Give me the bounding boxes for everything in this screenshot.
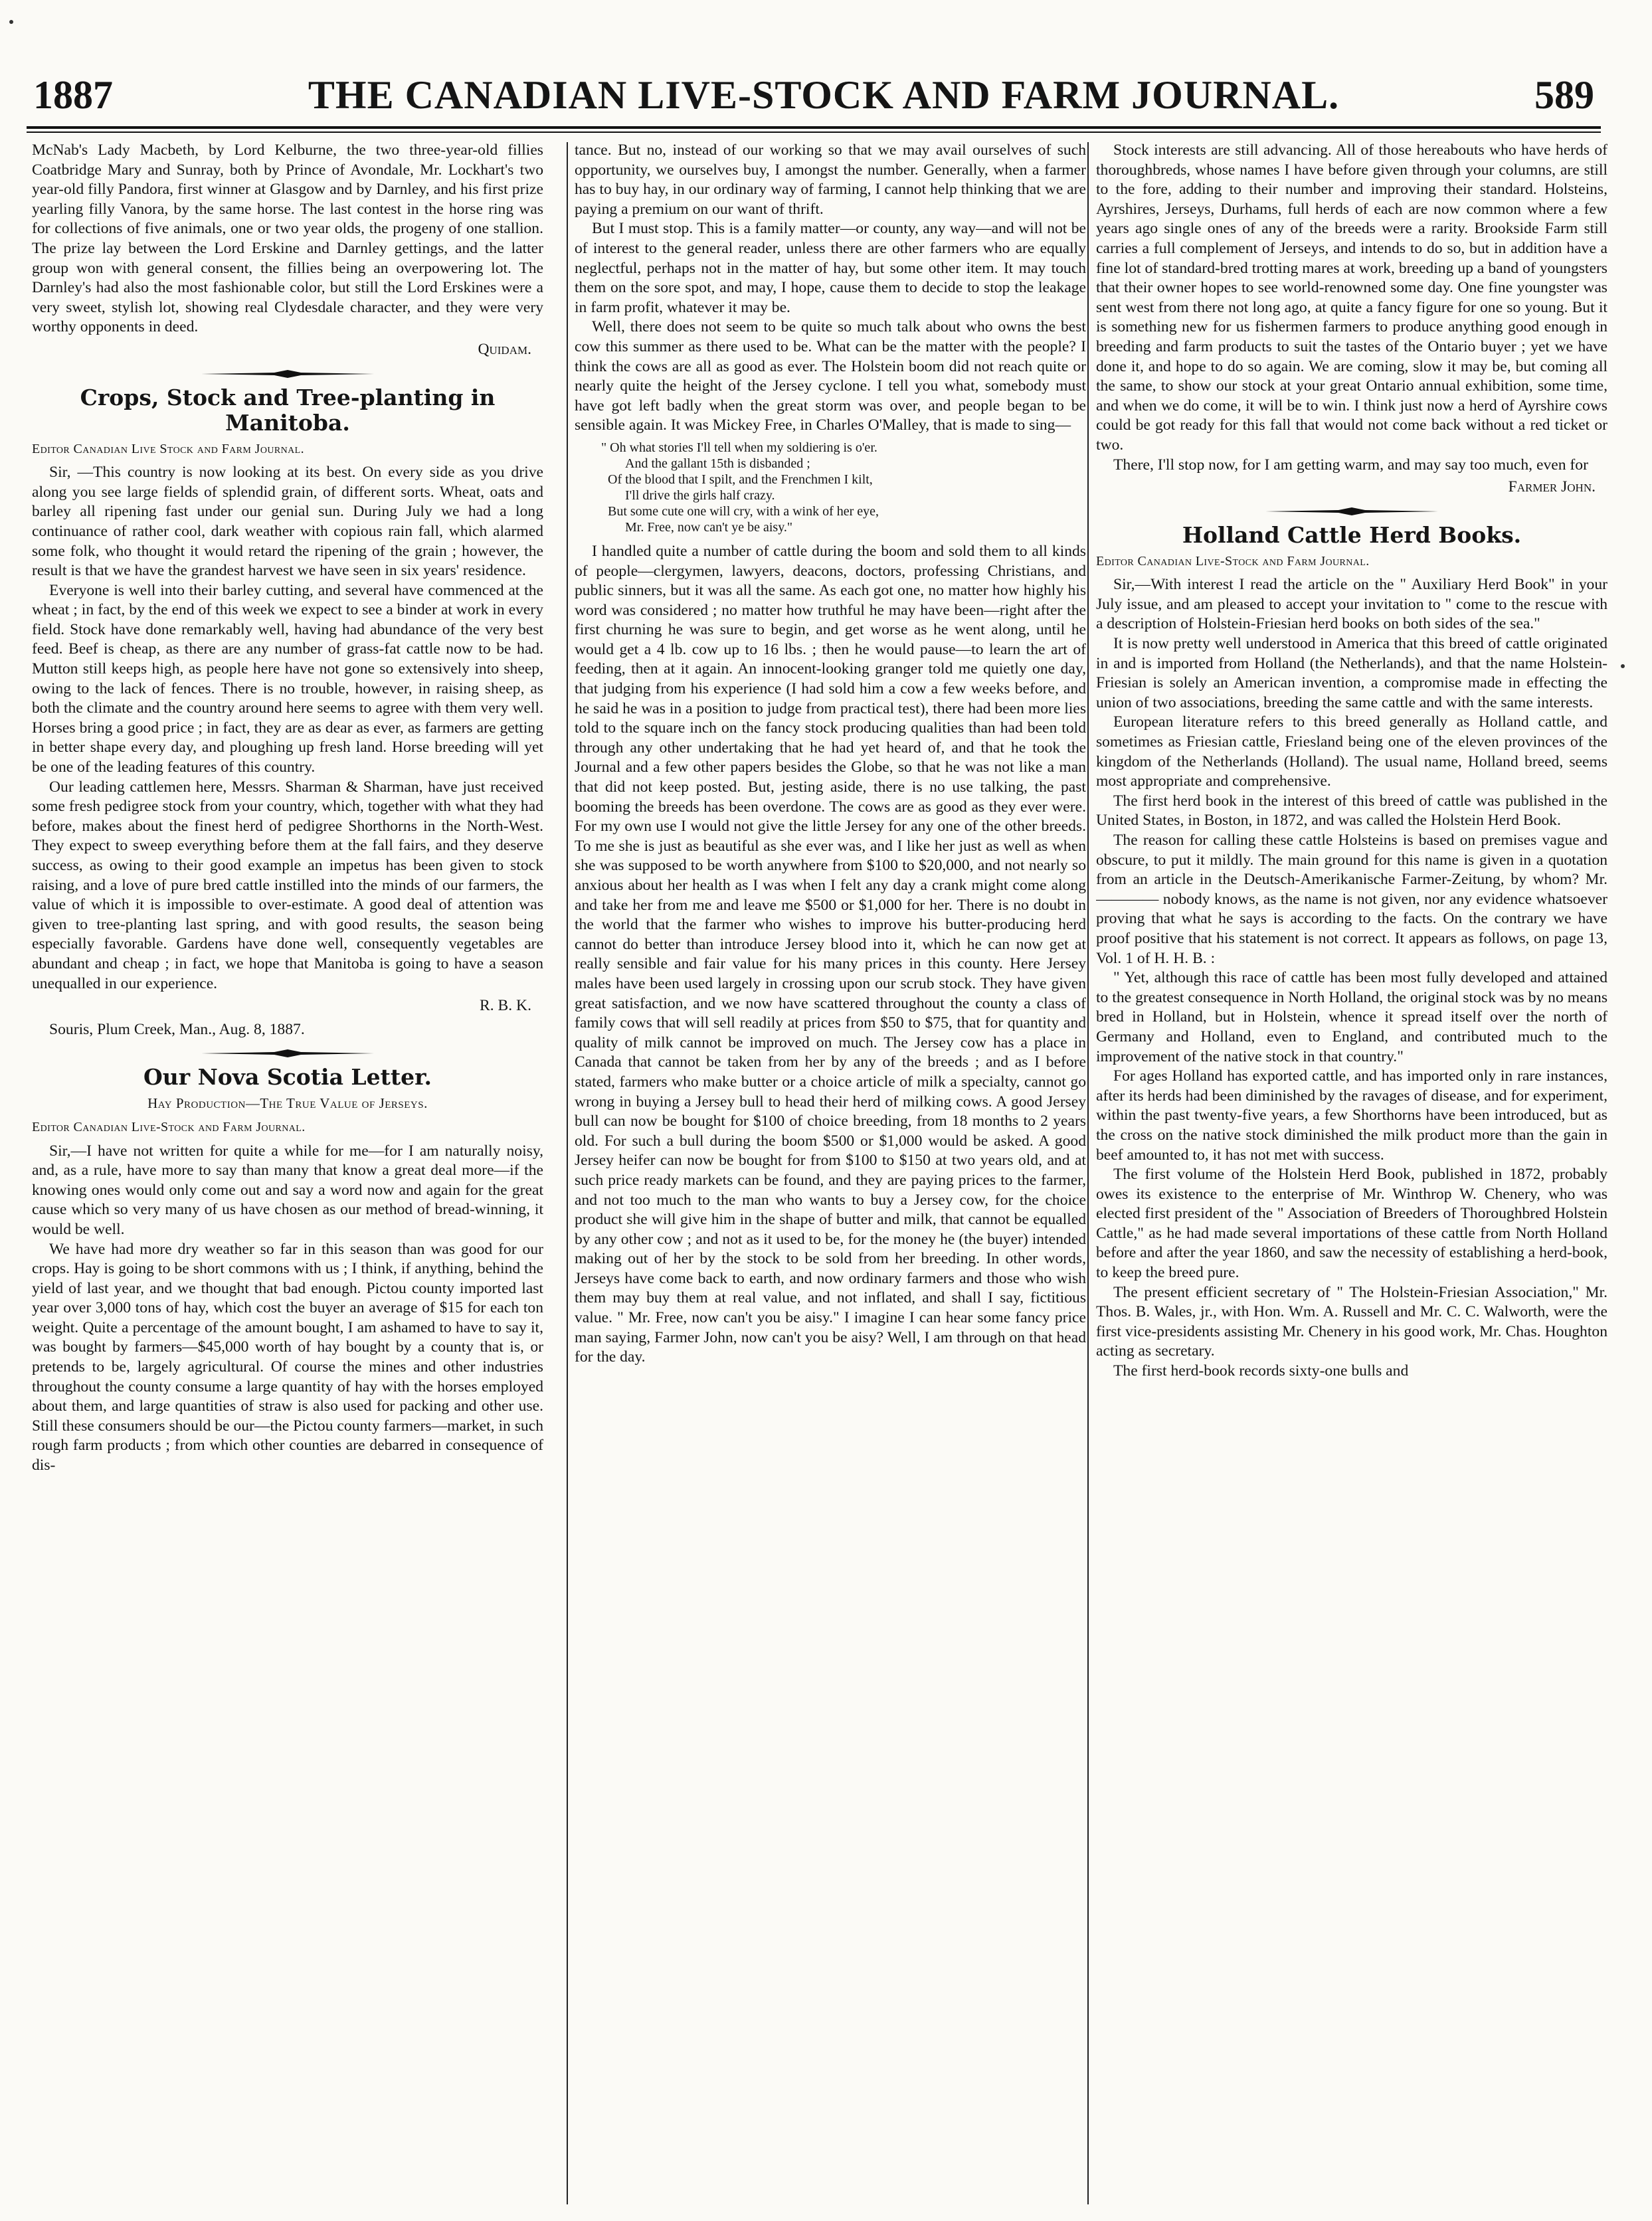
holland-paragraph: The reason for calling these cattle Holsteins is based on premises vague and obscure, to put it mildly. The main ground for this name is given in a quotation from an article in the Deutsch-Amerikanische Farmer-Zeitung, by whom? Mr. ———— nobody knows, as the name is not given, nor any evidence whatsoever proving that what he says is according to the facts. On the contrary we have proof positive that his statement is not correct. It appears as follows, on page 13, Vol. 1 of H. H. B. : — [1096, 832, 1607, 967]
dateline: Souris, Plum Creek, Man., Aug. 8, 1887. — [49, 1020, 305, 1038]
nova-scotia-paragraph: There, I'll stop now, for I am getting warm, and may say too much, even for — [1113, 456, 1588, 474]
masthead-rule — [27, 126, 1601, 129]
masthead-rule-thin — [27, 132, 1601, 133]
subheadline-hay-production: Hay Production—The True Value of Jerseys. — [147, 1095, 428, 1112]
signature-quidam: Quidam. — [478, 340, 531, 358]
scan-speck — [1621, 664, 1625, 668]
salutation-editor: Editor Canadian Live-Stock and Farm Journal. — [32, 1119, 306, 1134]
nova-scotia-paragraph: Well, there does not seem to be quite so much talk about who owns the best cow this summer as there used to be. What can be the matter with the people? I think the cows are all as good as ever. The Holstein boom did not reach quite or nearly quite the height of the Jersey cyclone. I tell you what, somebody must have got left badly when the great storm was over, and people began to be sensible again. It was Mickey Free, in Charles O'Malley, that is made to sing— — [575, 318, 1086, 434]
section-divider — [32, 1049, 543, 1058]
signature-farmer-john: Farmer John. — [1508, 478, 1596, 496]
poem-line: Of the blood that I spilt, and the Frenchmen I kilt, — [608, 472, 873, 487]
manitoba-paragraph: Everyone is well into their barley cutting, and several have commenced at the wheat ; in fact, by the end of this week we expect to see a binder at work in every field. Stock have done remarkably well, having had abundance of the very best feed. Beef is cheap, as there are any number of grass-fat cattle now to be had. Mutton still keeps high, as people here have not gone so extensively into sheep, owing to the lack of fences. There is no trouble, however, in raising sheep, as both the climate and the country around here seems to agree with them very well. Horses bring a good price ; in fact, they are as dear as ever, as farmers are getting in better shape every day, and ploughing up fresh land. Horse breeding will yet be one of the leading features of this country. — [32, 581, 543, 776]
nova-scotia-paragraph: Stock interests are still advancing. All of those hereabouts who have herds of thoroughbreds, whose names I have before given through your columns, are still to the fore, adding to their number and improving their standard. Holsteins, Ayrshires, Jerseys, Durhams, full herds of each are now common where a few years ago single ones of any of the breeds were a rarity. Brookside Farm still carries a full complement of Jerseys, and intends to do so, but in addition have a fine lot of standard-bred trotting mares at work, breeding up a band of youngsters that their owner hopes to see world-renowned some day. One fine youngster was sent west from there not long ago, at quite a fancy figure for one so young. But it is something new for us fishermen farmers to produce anything good enough in breeding and farm products to suit the tastes of the Ontario buyer ; yet we have done it, and hope to do so again. We are coming, slow it may be, but coming all the same, to show our stock at your great Ontario annual exhibition, some time, and when we do come, it will be to win. I think just now a herd of Ayrshire cows could be got ready for this fall that would not come back without a red ticket or two. — [1096, 141, 1607, 454]
song-quotation — [601, 440, 1086, 535]
poem-line: I'll drive the girls half crazy. — [625, 488, 775, 503]
headline-nova-scotia: Our Nova Scotia Letter. — [143, 1064, 432, 1091]
holland-paragraph: The first herd book in the interest of this breed of cattle was published in the United States, in Boston, in 1872, and was called the Holstein Herd Book. — [1096, 792, 1607, 830]
page-number: 589 — [1534, 73, 1594, 117]
signature-rbk: R. B. K. — [479, 997, 531, 1015]
nova-scotia-paragraph: tance. But no, instead of our working so that we may avail ourselves of such opportunity, we ourselves buy, I amongst the number. Generally, when a farmer has to buy hay, in our ordinary way of farming, I cannot help thinking that we are paying a premium on our want of thrift. — [575, 141, 1086, 218]
headline-holland-herd-books: Holland Cattle Herd Books. — [1182, 521, 1522, 548]
masthead — [33, 66, 1594, 118]
salutation-editor: Editor Canadian Live Stock and Farm Journal. — [32, 441, 304, 456]
nova-scotia-paragraph: But I must stop. This is a family matter—or county, any way—and will not be of interest to the general reader, unless there are other farmers who are equally neglectful, perhaps not in the matter of hay, but some other item. It may touch them on the sore spot, and may, I hope, cause them to decide to stop the leakage in farm profit, whatever it may be. — [575, 220, 1086, 316]
column-1 — [32, 141, 543, 2210]
holland-paragraph: It is now pretty well understood in America that this breed of cattle originated in and is imported from Holland (the Netherlands), and that the name Holstein-Friesian is solely an American invention, a compromise made in effecting the union of two associations, breeding the same cattle and with the same interests. — [1096, 635, 1607, 711]
column-divider — [567, 142, 568, 2204]
section-divider — [32, 369, 543, 379]
holland-paragraph: The first volume of the Holstein Herd Book, published in 1872, probably owes its existence to the enterprise of Mr. Winthrop W. Chenery, who was elected first president of the " Association of Breeders of Thoroughbred Holstein Cattle," as he had made several importations of these cattle from North Holland before and after the year 1860, and saw the necessity of establishing a herd-book, to keep the breed pure. — [1096, 1166, 1607, 1282]
holland-paragraph: For ages Holland has exported cattle, and has imported only in rare instances, after its herds had been diminished by the ravages of disease, and for experiment, within the past twenty-five years, a few Shorthorns have been introduced, but as the cross on the native stock diminished the milk product more than the gain in beef amounted to, it has not met with success. — [1096, 1067, 1607, 1164]
poem-line: But some cute one will cry, with a wink of her eye, — [608, 503, 879, 519]
nova-scotia-paragraph: We have had more dry weather so far in this season than was good for our crops. Hay is going to be short commons with us ; I think, if anything, behind the yield of last year, and we thought that bad enough. Pictou county imported last year over 3,000 tons of hay, which cost the buyer an average of $15 for each ton weight. Quite a percentage of the amount bought, I am ashamed to have to say it, was bought by farmers—$45,000 worth of hay bought by a county that is, or pretends to be, largely agricultural. Of course the mines and other industries throughout the county consume a large quantity of hay with the horses employed about them, and large quantities of straw is also used for packing and other use. Still these consumers should be our—the Pictou county farmers—market, in such rough farm products ; from which other counties are debarred in consequence of dis- — [32, 1240, 543, 1474]
issue-year: 1887 — [33, 73, 113, 117]
journal-title: THE CANADIAN LIVE-STOCK AND FARM JOURNAL. — [308, 73, 1340, 117]
article-continuation-paragraph: McNab's Lady Macbeth, by Lord Kelburne, the two three-year-old fillies Coatbridge Mary and Sunray, both by Prince of Avondale, Mr. Lockhart's two year-old filly Pandora, first winner at Glasgow and by Darnley, and his first prize yearling filly Vanora, by the same horse. The last contest in the horse ring was for collections of five animals, one or two year olds, the progeny of one stallion. The prize lay between the Lord Erskine and Darnley gettings, and the latter group won with general consent, the fillies being an overpowering lot. The Darnley's had also the most fashionable color, but still the Lord Erskines were a very sweet, stylish lot, showing real Clydesdale character, and they were very worthy opponents in deed. — [32, 141, 543, 336]
column-divider — [1087, 142, 1089, 2204]
manitoba-paragraph: Sir, —This country is now looking at its best. On every side as you drive along you see large fields of splendid grain, of different sorts. Wheat, oats and barley all ripening fast under our genial sun. During July we had a long continuance of rather cool, dark weather with copious rain fall, which alarmed some folk, who thought it would retard the ripening of the grain ; however, the result is that we have the grandest harvest we have seen in six years' residence. — [32, 464, 543, 580]
nova-scotia-paragraph: I handled quite a number of cattle during the boom and sold them to all kinds of people—clergymen, lawyers, deacons, doctors, professing Christians, and public sinners, but it was all the same. As each got one, no matter how highly his word was considered ; no matter how truthful he may have been—right after the first churning he was sure to begin, and get worse as he went along, until he would get a 4 lb. cow up to 16 lbs. ; then he would pause—to learn the art of feeding, then at it again. An innocent-looking granger told me quietly one day, that judging from his experience (I had sold him a cow a few weeks before, and he said he was in a position to judge from practical test), there had been more lies told to the square inch on the fancy stock producing qualities than had been told through any other undertaking that he had yet heard of, and that he took the Journal and a few other papers besides the Globe, so that he was not like a man that did not keep posted. But, jesting aside, there is no use talking, the past booming the breeds has been overdone. The cows are as good as they ever were. For my own use I would not give the little Jersey for any one of the other breeds. To me she is just as beautiful as she ever was, and I like her just as well as when she was supposed to be worth anywhere from $100 to $20,000, and not nearly so anxious about her health as I was when I felt any day a crank might come along and take her from me and leave me $500 or $1,000 for her. There is no doubt in the world that the farmer who wishes to improve his butter-producing herd cannot do better than introduce Jersey blood into it, which he can now get at really sensible and fair value for his many prices in this county. Here Jersey males have been used largely in crossing upon our scrub stock. They have given great satisfaction, and we now have scattered throughout the county a class of family cows that will sell readily at prices from $50 to $75, that for quantity and quality of milk cannot be improved on much. The Jersey cow has a place in Canada that cannot be taken from her by any of the breeds ; and as I before stated, farmers who make butter or a choice article of milk a specialty, cannot go wrong in buying a Jersey bull to head their herd of milking cows. A good Jersey bull can now be bought for $100 of choice breeding, from 18 months to 2 years old. For such a bull during the boom $500 or $1,000 would be asked. A good Jersey heifer can now be bought for from $100 to $150 at two years old, and at such price ready markets can be found, and they are paying prices to the farmer, and not too much to the man who wants to buy a Jersey cow, for the choice product she will give him in the shape of butter and milk, that cannot be equalled by any other cow ; and not as it used to be, for the money he (the buyer) intended making out of her by the stock to be sold from her breeding. In other words, Jerseys have come back to earth, and now ordinary farmers and those who wish them may buy them at real value, and not inflated, and shall I say, fictitious value. " Mr. Free, now can't you be aisy." I imagine I can hear some fancy price man saying, Farmer John, now can't you be aisy? Well, I am through on that head for the day. — [575, 542, 1086, 1366]
holland-paragraph: The first herd-book records sixty-one bulls and — [1113, 1362, 1409, 1380]
holland-quotation: " Yet, although this race of cattle has been most fully developed and attained to the greatest consequence in North Holland, the original stock was by no means bred in Holland, but in Holstein, whence it spread itself over the north of Germany and Holland, even to England, and contributed much to the improvement of the native stock in that country." — [1096, 969, 1607, 1065]
column-2 — [575, 141, 1086, 2210]
poem-line: " Oh what stories I'll tell when my soldiering is o'er. — [601, 440, 877, 455]
nova-scotia-paragraph: Sir,—I have not written for quite a while for me—for I am naturally noisy, and, as a rule, have more to say than many that know a great deal more—if the knowing ones would only come out and say a word now and again for the great cause which so very many of us have chosen as our method of bread-winning, it would be well. — [32, 1142, 543, 1238]
holland-paragraph: The present efficient secretary of " The Holstein-Friesian Association," Mr. Thos. B. Wales, jr., with Hon. Wm. A. Russell and Mr. C. C. Walworth, were the first vice-presidents assisting Mr. Chenery in his good work, Mr. Chas. Houghton acting as secretary. — [1096, 1283, 1607, 1360]
holland-paragraph: European literature refers to this breed generally as Holland cattle, and sometimes as Friesian cattle, Friesland being one of the eleven provinces of the kingdom of the Netherlands (Holland). The usual name, Holland breed, seems most appropriate and comprehensive. — [1096, 713, 1607, 790]
poem-line: Mr. Free, now can't ye be aisy." — [625, 519, 793, 535]
manitoba-paragraph: Our leading cattlemen here, Messrs. Sharman & Sharman, have just received some fresh pedigree stock from your country, which, together with what they had before, makes about the finest herd of pedigree Shorthorns in the North-West. They expect to sweep everything before them at the fall fairs, and they deserve success, as owing to their good example an impetus has been given to stock raising, and a love of pure bred cattle instilled into the minds of our farmers, the value of which it is impossible to over-estimate. A good deal of attention was given to tree-planting last spring, and with good results, the season being especially favorable. Gardens have done well, consequently vegetables are abundant and cheap ; in fact, we hope that Manitoba is going to have a season unequalled in our experience. — [32, 778, 543, 992]
holland-paragraph: Sir,—With interest I read the article on the " Auxiliary Herd Book" in your July issue, and am pleased to accept your invitation to " come to the rescue with a description of Holstein-Friesian herd books on both sides of the sea." — [1096, 576, 1607, 633]
poem-line: And the gallant 15th is disbanded ; — [625, 456, 810, 471]
column-3 — [1096, 141, 1607, 2210]
section-divider — [1096, 507, 1607, 516]
scan-speck — [9, 20, 13, 24]
salutation-editor: Editor Canadian Live-Stock and Farm Journal. — [1096, 553, 1370, 569]
headline-manitoba: Crops, Stock and Tree-planting in Manitoba. — [80, 384, 496, 436]
